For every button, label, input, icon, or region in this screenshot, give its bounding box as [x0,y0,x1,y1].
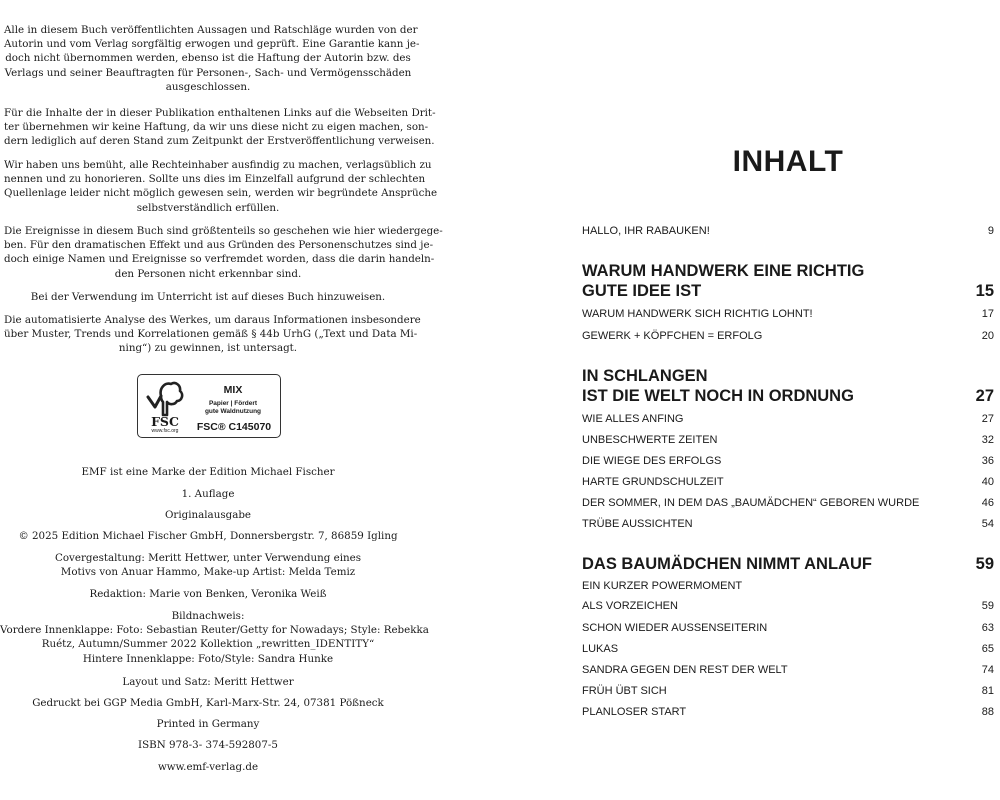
toc-intro-entry: HALLO, IHR RABAUKEN! 9 [582,225,994,237]
imprint-edition: 1. Auflage [181,488,235,500]
fsc-license-code: FSC® C145070 [196,421,272,433]
imprint-printed-in: Printed in Germany [156,718,260,730]
fsc-line-2: gute Waldnutzung [204,408,262,415]
imprint-website: www.emf-verlag.de [157,761,259,773]
text-data-mining-paragraph: Die automatisierte Analyse des Werkes, um daraus Informationen insbesondere über Muster, Trends und Korrelationen gemäß § 44b UrhG („Text und Data Mi- ning“) zu gewinnen, ist untersagt. [4,314,421,355]
fsc-logo [137,374,281,438]
toc-entry: EIN KURZER POWERMOMENT [582,580,743,592]
toc-title: INHALT [732,145,844,178]
imprint-printer: Gedruckt bei GGP Media GmbH, Karl-Marx-Str. 24, 07381 Pößneck [32,697,384,709]
toc-entry: TRÜBE AUSSICHTEN 54 [582,518,994,530]
toc-entry: UNBESCHWERTE ZEITEN 32 [582,434,994,446]
imprint-cover-design: Covergestaltung: Meritt Hettwer, unter Verwendung eines Motivs von Anuar Hammo, Make-up Artist: Melda Temiz [54,552,362,579]
toc-entry: GEWERK + KÖPFCHEN = ERFOLG 20 [582,330,994,342]
disclaimer-paragraph: Alle in diesem Buch veröffentlichten Aussagen und Ratschläge wurden von der Autorin und vom Verlag sorgfältig erwogen und geprüft. Eine Garantie kann je- doch nicht übernommen werden, ebenso ist die Haftung der Autorin bzw. des Verlags und seiner Beauftragten für Personen-, Sach- und Vermögensschäden ausgeschlossen. [4,24,420,93]
toc-entry: WARUM HANDWERK SICH RICHTIG LOHNT! 17 [582,308,994,320]
imprint-layout: Layout und Satz: Meritt Hettwer [122,676,294,688]
toc-entry: LUKAS 65 [582,643,994,655]
toc-chapter-2-heading: IN SCHLANGEN IST DIE WELT NOCH IN ORDNUNG 27 [582,367,994,405]
toc-entry: ALS VORZEICHEN 59 [582,600,994,612]
imprint-copyright: © 2025 Edition Michael Fischer GmbH, Donnersbergstr. 7, 86859 Igling [18,530,398,542]
fsc-brand: FSC [151,414,179,429]
toc-entry: HARTE GRUNDSCHULZEIT 40 [582,476,994,488]
toc-entry: PLANLOSER START 88 [582,706,994,718]
toc-entry: FRÜH ÜBT SICH 81 [582,685,994,697]
fsc-url: www.fsc.org [151,428,179,434]
toc-entry: DIE WIEGE DES ERFOLGS 36 [582,455,994,467]
imprint-editors: Redaktion: Marie von Benken, Veronika Weiß [89,588,327,600]
imprint-original: Originalausgabe [164,509,252,521]
toc-entry: SANDRA GEGEN DEN REST DER WELT 74 [582,664,994,676]
toc-entry: WIE ALLES ANFING 27 [582,413,994,425]
teaching-note-paragraph: Bei der Verwendung im Unterricht ist auf dieses Buch hinzuweisen. [30,291,386,303]
rights-holders-paragraph: Wir haben uns bemüht, alle Rechteinhaber ausfindig zu machen, verlagsüblich zu nennen und zu honorieren. Sollte uns dies im Einzelfall aufgrund der schlechten Quellenlage leider nicht möglich gewesen sein, werden wir begründete Ansprüche selbstverständlich erfüllen. [4,159,438,214]
events-paragraph: Die Ereignisse in diesem Buch sind größtenteils so geschehen wie hier wiedergege- ben. Für den dramatischen Effekt und aus Gründen des Personenschutzes sind je- doch einige Namen und Ereignisse so verfremdet worden, dass die darin handeln- den Personen nicht erkennbar sind. [4,225,443,280]
toc-chapter-1-heading: WARUM HANDWERK EINE RICHTIG GUTE IDEE IST 15 [582,262,994,300]
fsc-tree-icon [144,379,186,419]
fsc-mix-label: MIX [223,384,243,396]
toc-entry: DER SOMMER, IN DEM DAS „BAUMÄDCHEN“ GEBOREN WURDE 46 [582,497,994,509]
toc-chapter-3-heading: DAS BAUMÄDCHEN NIMMT ANLAUF 59 [582,555,994,573]
links-disclaimer-paragraph: Für die Inhalte der in dieser Publikation enthaltenen Links auf die Webseiten Drit- ter übernehmen wir keine Haftung, da wir uns diese nicht zu eigen machen, son- dern lediglich auf deren Stand zum Zeitpunkt der Erstveröffentlichung verweisen. [4,107,436,148]
imprint-photo-credits: Bildnachweis: Vordere Innenklappe: Foto: Sebastian Reuter/Getty for Nowadays; Style: Rebekka Ruétz, Autumn/Summer 2022 Kollektion „rewritten_IDENTITY“ Hintere Innenklappe: Foto/Style: Sandra Hunke [0,610,429,665]
imprint-isbn: ISBN 978-3- 374-592807-5 [138,739,278,751]
fsc-line-1: Papier | Fördert [208,400,258,407]
imprint-brand: EMF ist eine Marke der Edition Michael Fischer [81,466,335,478]
toc-entry: SCHON WIEDER AUSSENSEITERIN 63 [582,622,994,634]
